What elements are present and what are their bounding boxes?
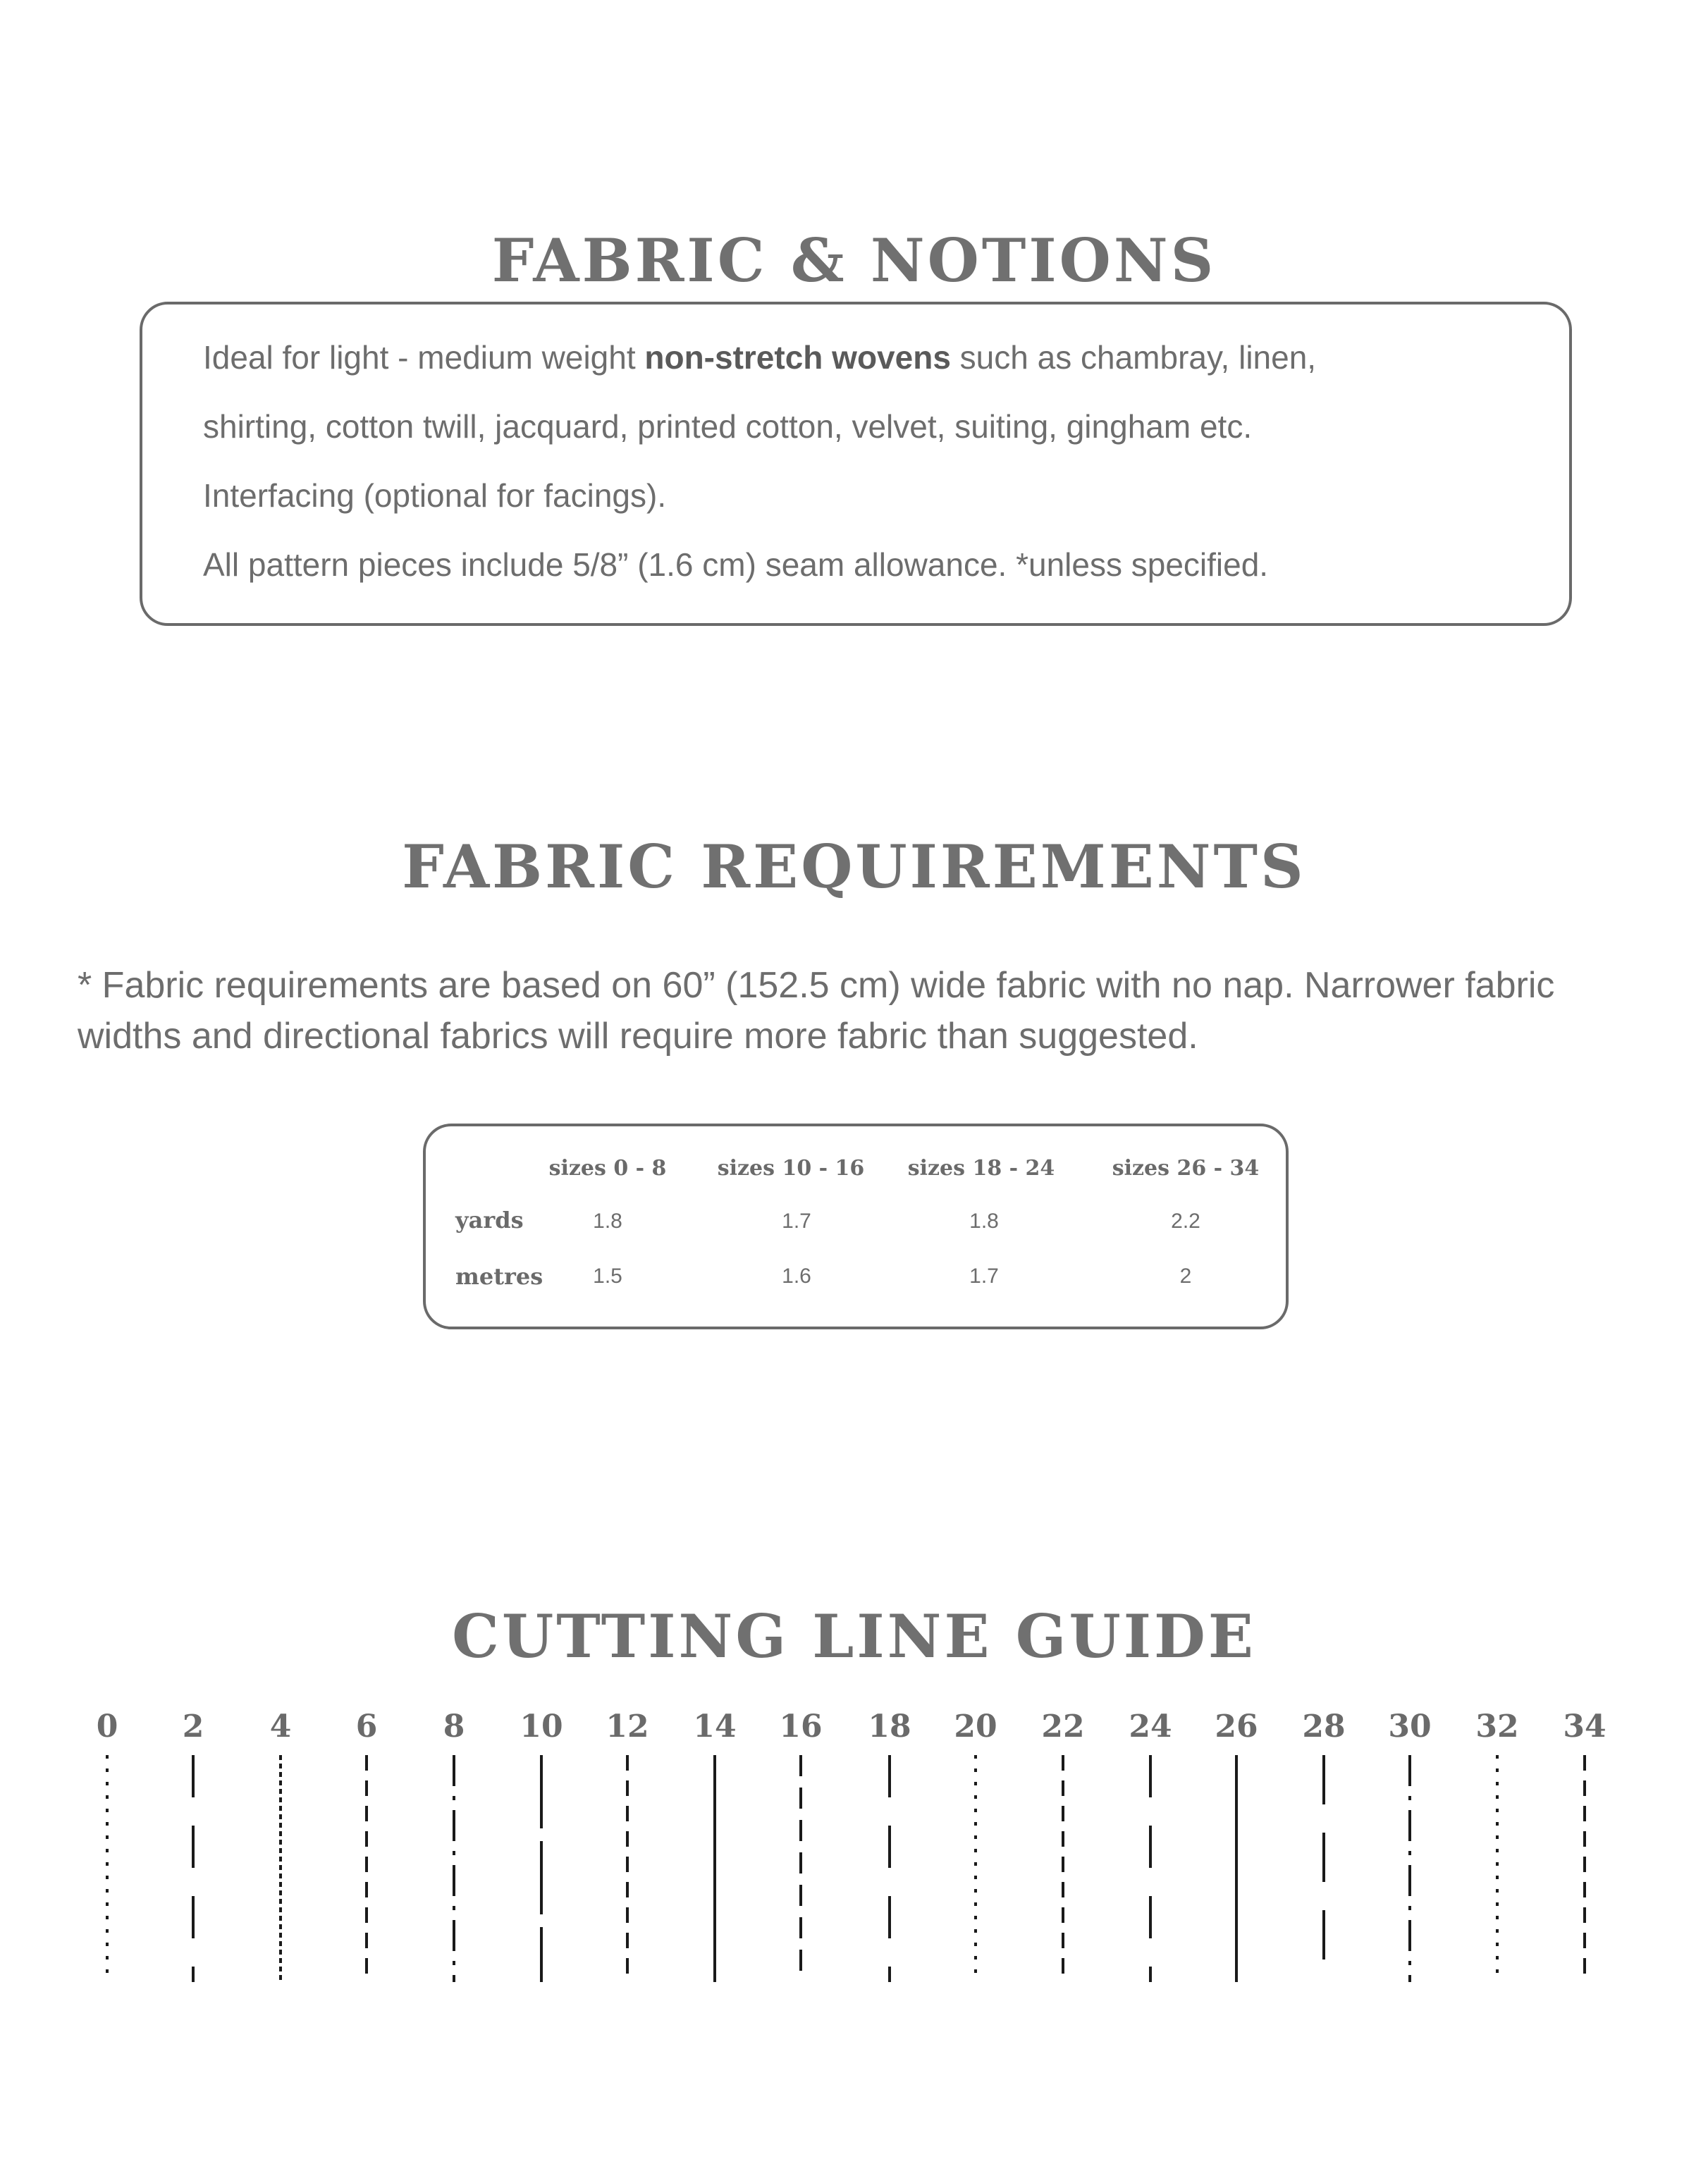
table-cell: 2.2 <box>1171 1210 1200 1233</box>
size-label: 6 <box>355 1709 378 1745</box>
notions-line-3: Interfacing (optional for facings). <box>203 477 667 514</box>
notions-line-1-start: Ideal for light - medium weight <box>203 339 645 376</box>
size-label: 0 <box>96 1709 118 1745</box>
table-cell: 1.7 <box>969 1265 999 1288</box>
notions-line-1-end: such as chambray, linen, <box>950 339 1317 376</box>
size-label: 20 <box>954 1709 997 1745</box>
size-label: 2 <box>182 1709 204 1745</box>
size-label: 8 <box>443 1709 465 1745</box>
table-cell: 1.8 <box>969 1210 999 1233</box>
fabric-requirements-note: * Fabric requirements are based on 60” (152.5 cm) wide fabric with no nap. Narrower fabric widths and directional fabrics will require more fabric than suggested. <box>78 965 1555 1057</box>
notions-line-4: All pattern pieces include 5/8” (1.6 cm) seam allowance. *unless specified. <box>203 546 1269 583</box>
cutting-guide-title: CUTTING LINE GUIDE <box>452 1601 1256 1671</box>
size-label: 14 <box>693 1709 737 1745</box>
size-label: 24 <box>1129 1709 1172 1745</box>
size-label: 28 <box>1302 1709 1346 1745</box>
size-label: 10 <box>520 1709 563 1745</box>
column-header: sizes 0 - 8 <box>548 1156 667 1181</box>
size-label: 22 <box>1041 1709 1085 1745</box>
fabric-notions-title: FABRIC & NOTIONS <box>491 226 1217 295</box>
table-cell: 2 <box>1179 1265 1192 1288</box>
size-label: 18 <box>868 1709 911 1745</box>
column-header: sizes 18 - 24 <box>907 1156 1055 1181</box>
table-cell: 1.6 <box>782 1265 811 1288</box>
size-label: 16 <box>779 1709 823 1745</box>
notions-bold-text: non-stretch wovens <box>644 339 951 376</box>
table-cell: 1.7 <box>782 1210 811 1233</box>
row-label-yards: yards <box>455 1207 524 1233</box>
size-label: 12 <box>606 1709 649 1745</box>
row-label-metres: metres <box>455 1263 543 1290</box>
table-cell: 1.5 <box>593 1265 622 1288</box>
column-header: sizes 10 - 16 <box>717 1156 865 1181</box>
size-label: 4 <box>269 1709 292 1745</box>
size-label: 26 <box>1215 1709 1258 1745</box>
notions-line-2: shirting, cotton twill, jacquard, printed cotton, velvet, suiting, gingham etc. <box>203 408 1253 445</box>
table-cell: 1.8 <box>593 1210 622 1233</box>
size-label: 32 <box>1475 1709 1519 1745</box>
size-label: 34 <box>1563 1709 1606 1745</box>
fabric-requirements-title: FABRIC REQUIREMENTS <box>402 832 1306 902</box>
size-label: 30 <box>1388 1709 1432 1745</box>
column-header: sizes 26 - 34 <box>1112 1156 1260 1181</box>
